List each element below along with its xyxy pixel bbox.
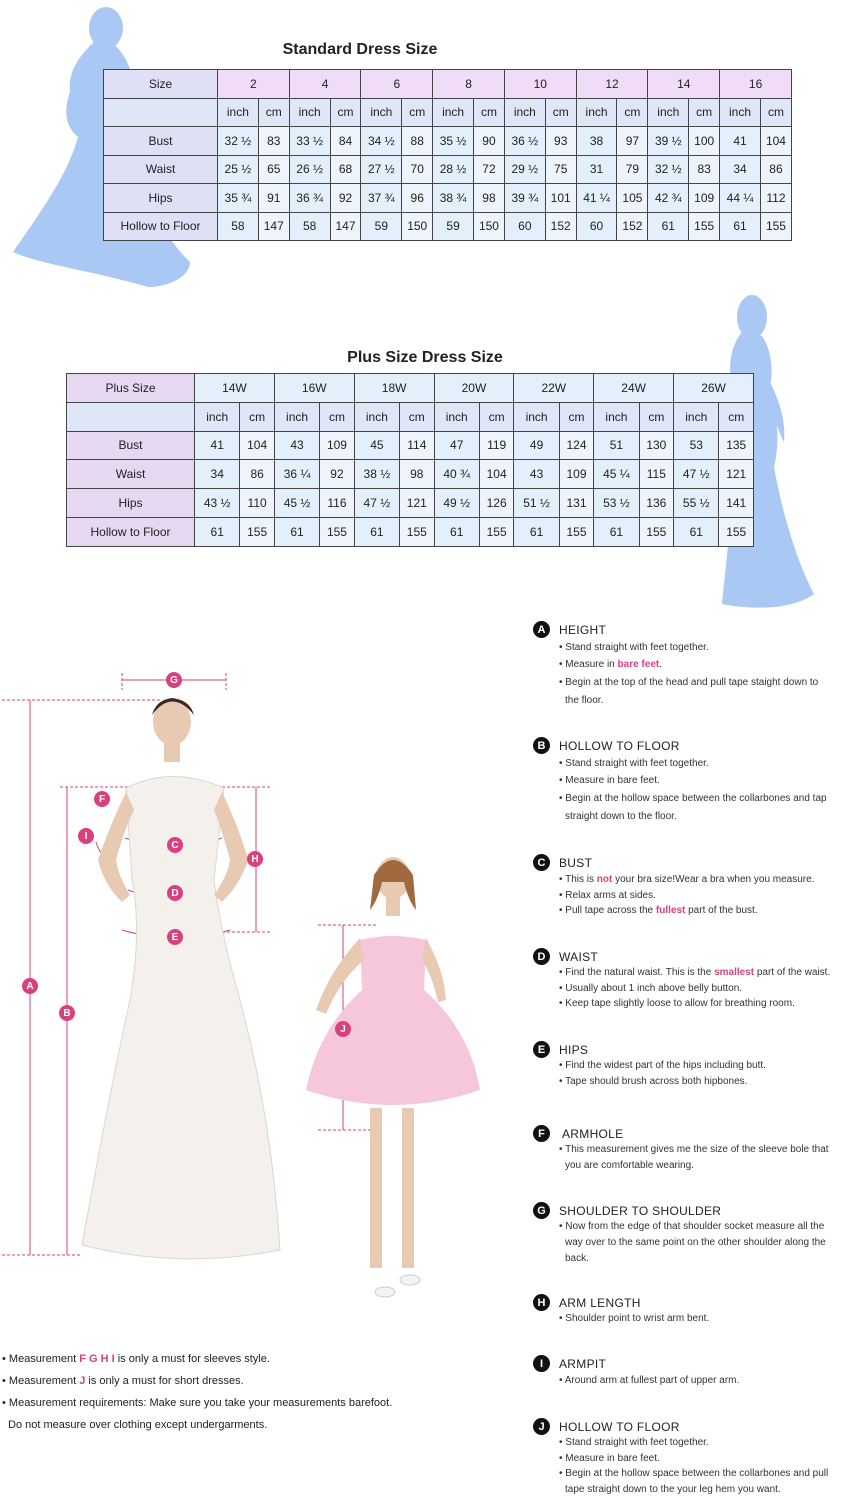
cm-value-cell: 88 [402,127,433,156]
inch-value-cell: 45 ½ [274,489,319,518]
letter-e-icon: E [533,1041,550,1058]
cm-value-cell: 135 [719,431,754,460]
unit-inch: inch [274,402,319,431]
badge-i: I [78,828,94,844]
inch-value-cell: 61 [720,212,761,241]
hips-line-1: • Find the widest part of the hips including butt. [559,1060,766,1071]
cm-value-cell: 155 [760,212,791,241]
inch-value-cell: 61 [674,517,719,546]
plus-unit-row [67,402,754,431]
cm-value-cell: 112 [760,184,791,213]
cm-value-cell: 155 [479,517,513,546]
standard-body [104,127,792,241]
shoulder-line-3: back. [565,1253,589,1264]
bust-line-1: • This is not your bra size!Wear a bra when you measure. [559,874,815,885]
unit-cm: cm [320,402,354,431]
inch-value-cell: 39 ¾ [504,184,545,213]
table-row [67,460,754,489]
inch-value-cell: 45 ¼ [594,460,639,489]
plus-body [67,431,754,546]
cm-value-cell: 150 [402,212,433,241]
size-8: 8 [433,70,505,99]
inch-value-cell: 47 ½ [354,489,399,518]
cm-value-cell: 86 [240,460,274,489]
note-requirements: • Measurement requirements: Make sure you take your measurements barefoot. [2,1397,393,1409]
waist-line-3: • Keep tape slightly loose to allow for breathing room. [559,998,795,1009]
table-row [67,489,754,518]
size-12: 12 [576,70,648,99]
inch-value-cell: 59 [433,212,474,241]
badge-h: H [247,851,263,867]
letter-j-icon: J [533,1418,550,1435]
inch-value-cell: 58 [289,212,330,241]
table-row [104,155,792,184]
cm-value-cell: 72 [473,155,504,184]
inch-value-cell: 32 ½ [218,127,259,156]
inch-value-cell: 47 [434,431,479,460]
hollow-line-4: straight down to the floor. [565,811,677,822]
hollow-line-1: • Stand straight with feet together. [559,758,709,769]
unit-cm: cm [258,98,289,127]
unit-inch: inch [674,402,719,431]
letter-f-icon: F [533,1125,550,1142]
cm-value-cell: 119 [479,431,513,460]
unit-cm: cm [479,402,513,431]
letter-h-icon: H [533,1294,550,1311]
cm-value-cell: 155 [639,517,673,546]
row-label: Hips [67,489,195,518]
note-sleeves: • Measurement F G H I is only a must for sleeves style. [2,1353,270,1365]
letter-c-icon: C [533,854,550,871]
hips-title: HIPS [559,1043,589,1057]
cm-value-cell: 124 [559,431,593,460]
inch-value-cell: 61 [648,212,689,241]
cm-value-cell: 104 [760,127,791,156]
badge-f: F [94,791,110,807]
cm-value-cell: 83 [689,155,720,184]
table-row [67,517,754,546]
table-row [104,184,792,213]
cm-value-cell: 116 [320,489,354,518]
inch-value-cell: 38 ¾ [433,184,474,213]
unit-cm: cm [760,98,791,127]
cm-value-cell: 101 [545,184,576,213]
cm-value-cell: 92 [330,184,361,213]
badge-c: C [167,837,183,853]
inch-value-cell: 26 ½ [289,155,330,184]
cm-value-cell: 98 [473,184,504,213]
size-16w: 16W [274,374,354,403]
cm-value-cell: 115 [639,460,673,489]
letter-b-icon: B [533,737,550,754]
unit-inch: inch [289,98,330,127]
inch-value-cell: 35 ¾ [218,184,259,213]
cm-value-cell: 130 [639,431,673,460]
inch-value-cell: 39 ½ [648,127,689,156]
badge-d: D [167,885,183,901]
inch-value-cell: 40 ¾ [434,460,479,489]
unit-inch: inch [576,98,617,127]
standard-size-table [103,69,792,241]
size-4: 4 [289,70,361,99]
hollow-short-line-4: tape straight down to the your leg hem you want. [565,1484,781,1495]
cm-value-cell: 68 [330,155,361,184]
inch-value-cell: 42 ¾ [648,184,689,213]
bust-line-2: • Relax arms at sides. [559,890,656,901]
table-row [104,212,792,241]
size-2: 2 [218,70,290,99]
row-label: Waist [67,460,195,489]
inch-value-cell: 38 [576,127,617,156]
cm-value-cell: 147 [258,212,289,241]
cm-value-cell: 90 [473,127,504,156]
inch-value-cell: 34 ½ [361,127,402,156]
cm-value-cell: 104 [240,431,274,460]
cm-value-cell: 83 [258,127,289,156]
height-line-3: • Begin at the top of the head and pull tape staight down to [559,677,819,688]
cm-value-cell: 97 [617,127,648,156]
size-14: 14 [648,70,720,99]
standard-table-title: Standard Dress Size [282,41,438,58]
letter-g-icon: G [533,1202,550,1219]
inch-value-cell: 61 [195,517,240,546]
height-line-2: • Measure in bare feet. [559,659,662,670]
inch-value-cell: 36 ½ [504,127,545,156]
unit-inch: inch [514,402,559,431]
cm-value-cell: 75 [545,155,576,184]
unit-cm: cm [689,98,720,127]
cm-value-cell: 126 [479,489,513,518]
row-label: Hips [104,184,218,213]
inch-value-cell: 43 [514,460,559,489]
inch-value-cell: 61 [514,517,559,546]
unit-cm: cm [559,402,593,431]
inch-value-cell: 41 [720,127,761,156]
size-10: 10 [504,70,576,99]
unit-cm: cm [240,402,274,431]
cm-value-cell: 152 [545,212,576,241]
hollow-title: HOLLOW TO FLOOR [559,739,680,753]
inch-value-cell: 61 [434,517,479,546]
cm-value-cell: 155 [320,517,354,546]
inch-value-cell: 27 ½ [361,155,402,184]
badge-b: B [59,1005,75,1021]
unit-inch: inch [218,98,259,127]
cm-value-cell: 105 [617,184,648,213]
unit-label-cell [104,98,218,127]
size-label-cell: Size [104,70,218,99]
size-6: 6 [361,70,433,99]
cm-value-cell: 109 [689,184,720,213]
armpit-line-1: • Around arm at fullest part of upper arm. [559,1375,740,1386]
inch-value-cell: 44 ¼ [720,184,761,213]
hollow-line-3: • Begin at the hollow space between the collarbones and tap [559,793,827,804]
inch-value-cell: 34 [195,460,240,489]
cm-value-cell: 121 [400,489,434,518]
badge-a: A [22,978,38,994]
cm-value-cell: 100 [689,127,720,156]
measurement-guide-illustration [0,670,500,1310]
height-line-4: the floor. [565,695,604,706]
row-label: Hollow to Floor [104,212,218,241]
row-label: Hollow to Floor [67,517,195,546]
inch-value-cell: 47 ½ [674,460,719,489]
unit-inch: inch [648,98,689,127]
plus-table-title: Plus Size Dress Size [347,349,503,366]
inch-value-cell: 51 [594,431,639,460]
unit-inch: inch [504,98,545,127]
inch-value-cell: 43 ½ [195,489,240,518]
plus-unit-label-cell [67,402,195,431]
arm-line-1: • Shoulder point to wrist arm bent. [559,1313,710,1324]
inch-value-cell: 37 ¾ [361,184,402,213]
cm-value-cell: 141 [719,489,754,518]
waist-title: WAIST [559,950,599,964]
unit-inch: inch [433,98,474,127]
inch-value-cell: 53 ½ [594,489,639,518]
cm-value-cell: 155 [559,517,593,546]
inch-value-cell: 61 [354,517,399,546]
inch-value-cell: 32 ½ [648,155,689,184]
armpit-title: ARMPIT [559,1357,607,1371]
cm-value-cell: 121 [719,460,754,489]
plus-size-header-row [67,374,754,403]
unit-cm: cm [545,98,576,127]
inch-value-cell: 45 [354,431,399,460]
cm-value-cell: 92 [320,460,354,489]
hollow-short-title: HOLLOW TO FLOOR [559,1420,680,1434]
unit-cm: cm [639,402,673,431]
note-undergarments: Do not measure over clothing except undergarments. [8,1419,268,1431]
plus-size-label-cell: Plus Size [67,374,195,403]
inch-value-cell: 49 [514,431,559,460]
inch-value-cell: 55 ½ [674,489,719,518]
armhole-title: ARMHOLE [562,1127,624,1141]
hollow-short-line-3: • Begin at the hollow space between the collarbones and pull [559,1468,829,1479]
inch-value-cell: 36 ¾ [289,184,330,213]
inch-value-cell: 61 [594,517,639,546]
cm-value-cell: 109 [559,460,593,489]
inch-value-cell: 36 ¼ [274,460,319,489]
cm-value-cell: 98 [400,460,434,489]
cm-value-cell: 79 [617,155,648,184]
height-line-1: • Stand straight with feet together. [559,642,709,653]
bust-title: BUST [559,856,593,870]
table-row [104,127,792,156]
cm-value-cell: 131 [559,489,593,518]
plus-size-table [66,373,754,547]
unit-inch: inch [434,402,479,431]
standard-unit-row [104,98,792,127]
cm-value-cell: 104 [479,460,513,489]
arm-title: ARM LENGTH [559,1296,641,1310]
cm-value-cell: 136 [639,489,673,518]
inch-value-cell: 58 [218,212,259,241]
unit-cm: cm [402,98,433,127]
unit-inch: inch [720,98,761,127]
unit-cm: cm [330,98,361,127]
unit-cm: cm [719,402,754,431]
table-row [67,431,754,460]
standard-size-header-row [104,70,792,99]
row-label: Waist [104,155,218,184]
inch-value-cell: 41 ¼ [576,184,617,213]
inch-value-cell: 33 ½ [289,127,330,156]
cm-value-cell: 110 [240,489,274,518]
inch-value-cell: 41 [195,431,240,460]
inch-value-cell: 29 ½ [504,155,545,184]
cm-value-cell: 86 [760,155,791,184]
row-label: Bust [104,127,218,156]
size-18w: 18W [354,374,434,403]
unit-inch: inch [594,402,639,431]
inch-value-cell: 51 ½ [514,489,559,518]
inch-value-cell: 25 ½ [218,155,259,184]
hollow-short-line-1: • Stand straight with feet together. [559,1437,709,1448]
unit-cm: cm [617,98,648,127]
shoulder-line-2: way over to the same point on the other shoulder along the [565,1237,826,1248]
inch-value-cell: 34 [720,155,761,184]
inch-value-cell: 35 ½ [433,127,474,156]
shoulder-line-1: • Now from the edge of that shoulder socket measure all the [559,1221,825,1232]
badge-g: G [166,672,182,688]
size-20w: 20W [434,374,514,403]
cm-value-cell: 152 [617,212,648,241]
size-16: 16 [720,70,792,99]
size-22w: 22W [514,374,594,403]
cm-value-cell: 70 [402,155,433,184]
size-14w: 14W [195,374,275,403]
inch-value-cell: 61 [274,517,319,546]
inch-value-cell: 60 [504,212,545,241]
hollow-line-2: • Measure in bare feet. [559,775,660,786]
hollow-short-line-2: • Measure in bare feet. [559,1453,660,1464]
cm-value-cell: 155 [400,517,434,546]
cm-value-cell: 84 [330,127,361,156]
cm-value-cell: 155 [240,517,274,546]
letter-d-icon: D [533,948,550,965]
cm-value-cell: 91 [258,184,289,213]
bust-line-3: • Pull tape across the fullest part of the bust. [559,905,758,916]
cm-value-cell: 114 [400,431,434,460]
inch-value-cell: 59 [361,212,402,241]
cm-value-cell: 65 [258,155,289,184]
cm-value-cell: 155 [689,212,720,241]
cm-value-cell: 96 [402,184,433,213]
unit-inch: inch [354,402,399,431]
inch-value-cell: 43 [274,431,319,460]
cm-value-cell: 150 [473,212,504,241]
cm-value-cell: 155 [719,517,754,546]
shoulder-title: SHOULDER TO SHOULDER [559,1204,722,1218]
unit-inch: inch [195,402,240,431]
badge-j: J [335,1021,351,1037]
letter-a-icon: A [533,621,550,638]
cm-value-cell: 109 [320,431,354,460]
cm-value-cell: 147 [330,212,361,241]
hips-line-2: • Tape should brush across both hipbones. [559,1076,748,1087]
note-short-dresses: • Measurement J is only a must for short dresses. [2,1375,244,1387]
armhole-line-2: you are comfortable wearing. [565,1160,694,1171]
height-title: HEIGHT [559,623,607,637]
inch-value-cell: 60 [576,212,617,241]
inch-value-cell: 31 [576,155,617,184]
waist-line-1: • Find the natural waist. This is the smallest part of the waist. [559,967,831,978]
row-label: Bust [67,431,195,460]
unit-inch: inch [361,98,402,127]
badge-e: E [167,929,183,945]
inch-value-cell: 28 ½ [433,155,474,184]
cm-value-cell: 93 [545,127,576,156]
size-24w: 24W [594,374,674,403]
unit-cm: cm [473,98,504,127]
inch-value-cell: 49 ½ [434,489,479,518]
armhole-line-1: • This measurement gives me the size of the sleeve bole that [559,1144,829,1155]
unit-cm: cm [400,402,434,431]
size-26w: 26W [674,374,754,403]
inch-value-cell: 38 ½ [354,460,399,489]
letter-i-icon: I [533,1355,550,1372]
waist-line-2: • Usually about 1 inch above belly button. [559,983,743,994]
inch-value-cell: 53 [674,431,719,460]
